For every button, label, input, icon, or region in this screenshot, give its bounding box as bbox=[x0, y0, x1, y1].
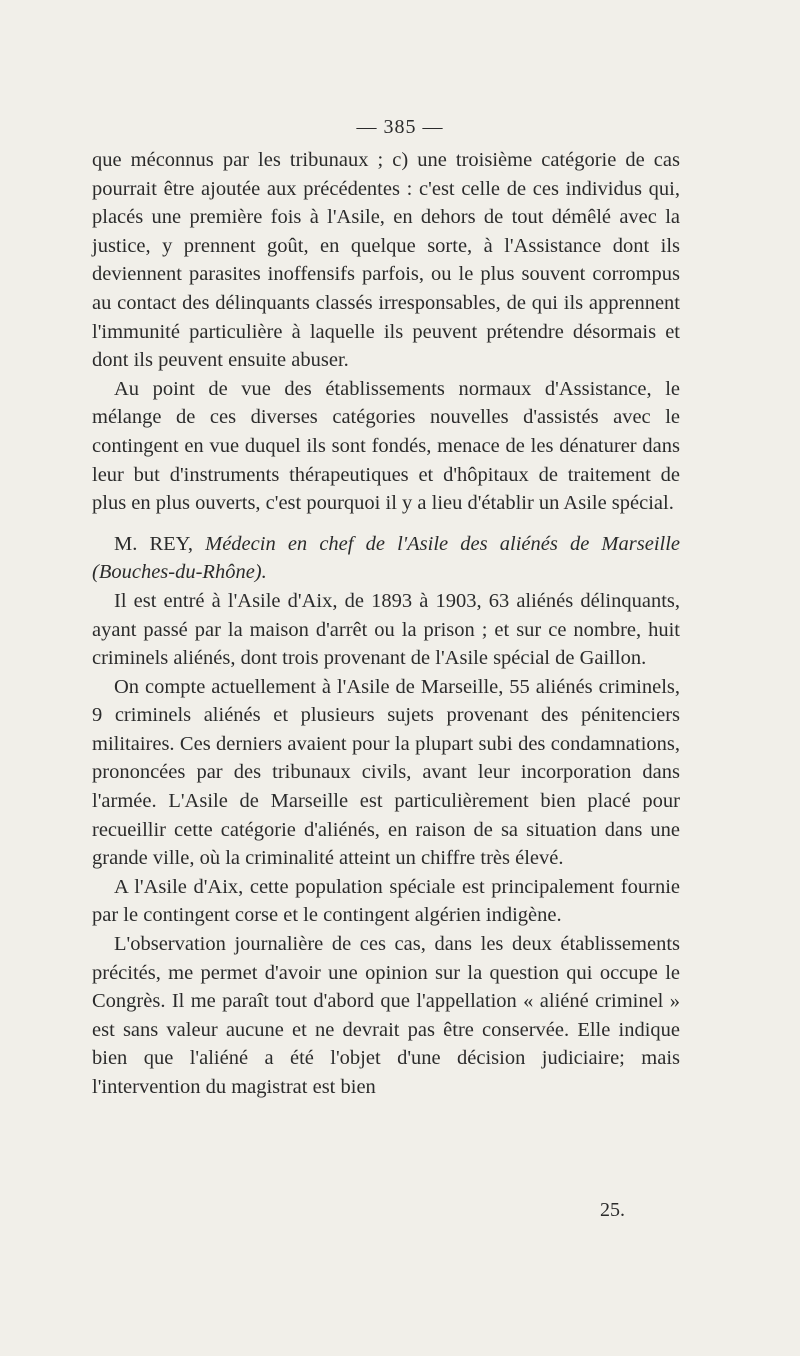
signature-mark: 25. bbox=[600, 1199, 625, 1221]
page-number: — 385 — bbox=[356, 116, 444, 138]
body-text bbox=[92, 146, 680, 1102]
paragraph: que méconnus par les tribunaux ; c) une troisième catégorie de cas pourrait être ajoutée aux précédentes : c'est celle de ces individus qui, placés une première fois à l'Asile, en dehors de tout démêlé avec la justice, y prennent goût, en quelque sorte, à l'Assistance dont ils deviennent parasites inoffensifs parfois, ou le plus souvent corrompus au contact des délinquants classés irresponsables, de qui ils apprennent l'immunité particulière à laquelle ils peuvent prétendre désormais et dont ils peuvent ensuite abuser. bbox=[92, 149, 680, 372]
author-title: Médecin en chef de l'Asile des aliénés de Marseille (Bouches-du-Rhône). bbox=[92, 532, 681, 584]
paragraph: On compte actuellement à l'Asile de Marseille, 55 aliénés criminels, 9 criminels aliénés et plusieurs sujets provenant des pénitenciers militaires. Ces derniers avaient pour la plupart subi des condamnations, prononcées par des tribunaux civils, avant leur incorporation dans l'armée. L'Asile de Marseille est particulièrement bien placé pour recueillir cette catégorie d'aliénés, en raison de sa situation dans une grande ville, où la criminalité atteint un chiffre très élevé. bbox=[92, 675, 680, 870]
paragraph: Il est entré à l'Asile d'Aix, de 1893 à 1903, 63 aliénés délinquants, ayant passé par la maison d'arrêt ou la prison ; et sur ce nombre, huit criminels aliénés, dont trois provenant de l'Asile spécial de Gaillon. bbox=[92, 589, 680, 670]
paragraph: Au point de vue des établissements normaux d'Assistance, le mélange de ces diverses catégories nouvelles d'assistés avec le contingent en vue duquel ils sont fondés, menace de les dénaturer dans leur but d'instruments thérapeutiques et d'hôpitaux de traitement de plus en plus ouverts, c'est pourquoi il y a lieu d'établir un Asile spécial. bbox=[92, 377, 680, 515]
paragraph: A l'Asile d'Aix, cette population spéciale est principalement fournie par le contingent corse et le contingent algérien indigène. bbox=[92, 875, 680, 927]
author-name: M. REY, bbox=[114, 532, 193, 555]
section-heading bbox=[92, 530, 680, 587]
paragraph: L'observation journalière de ces cas, dans les deux établissements précités, me permet d'avoir une opinion sur la question qui occupe le Congrès. Il me paraît tout d'abord que l'appellation « aliéné criminel » est sans valeur aucune et ne devrait pas être conservée. Elle indique bien que l'aliéné a été l'objet d'une décision judiciaire; mais l'intervention du magistrat est bien bbox=[92, 933, 680, 1098]
